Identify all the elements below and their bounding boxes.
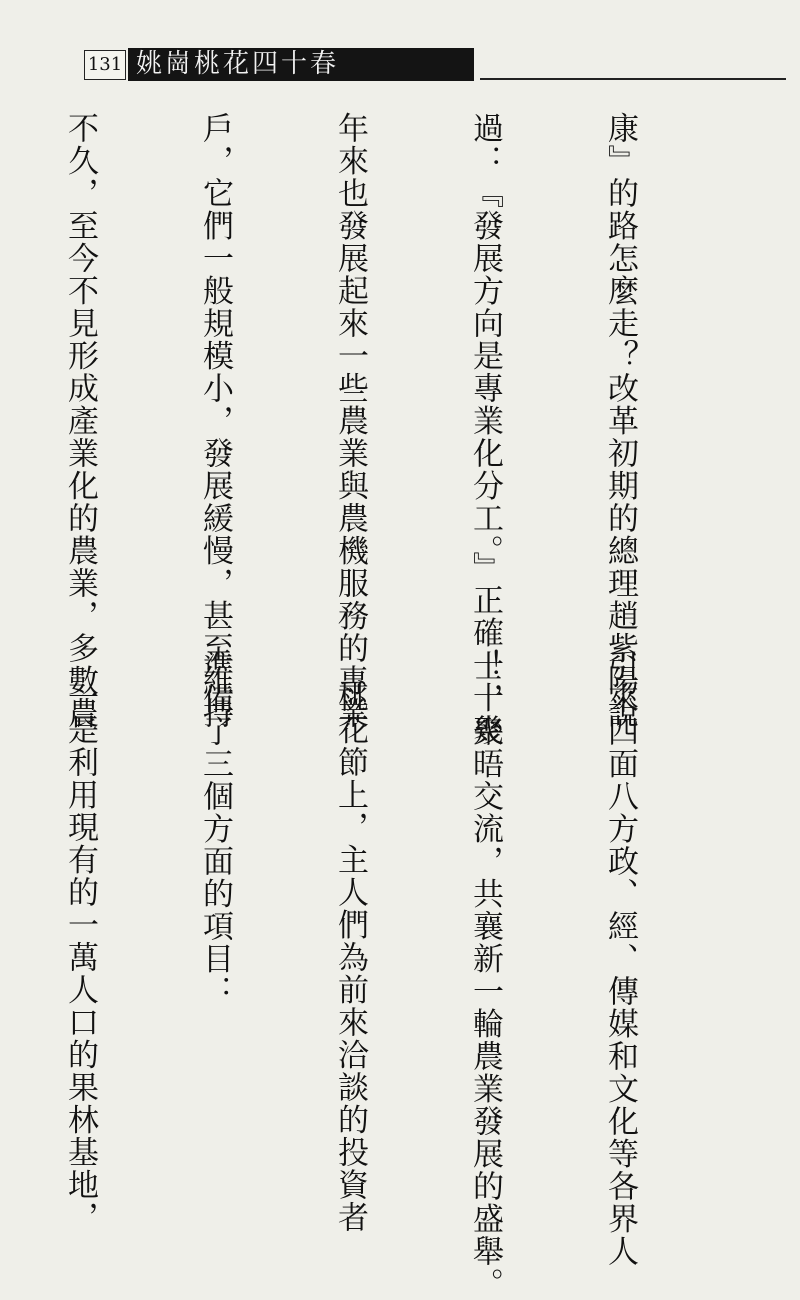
text-column: 一是利用現有的一萬人口的果林基地，: [62, 681, 98, 1234]
lower-text-block: [0, 650, 732, 1300]
page-number: 131: [84, 50, 126, 80]
text-column: 康』的路怎麼走？改革初期的總理趙紫陽說: [602, 112, 638, 730]
text-column: 準備了三個方面的項目：: [197, 650, 233, 1008]
text-column: 桃花節上，主人們為前來洽談的投資者: [332, 681, 368, 1234]
text-column: 士，聚晤交流，共襄新一輪農業發展的盛舉。: [467, 650, 503, 1300]
page-header: [0, 0, 800, 90]
book-title: 姚崗桃花四十春: [128, 48, 474, 81]
text-column: 年來也發展起來一些農業與農機服務的專業: [332, 112, 368, 730]
text-column: 引來四面八方政、經、傳媒和文化等各界人: [602, 650, 638, 1268]
text-column: 戶，它們一般規模小，發展緩慢，甚至維持: [197, 112, 233, 730]
upper-text-block: [0, 112, 732, 747]
text-column: 不久，至今不見形成產業化的農業，多數農: [62, 112, 98, 730]
header-rule: [480, 78, 786, 80]
text-column: 過：『發展方向是專業化分工。』正確！十幾: [467, 112, 503, 747]
